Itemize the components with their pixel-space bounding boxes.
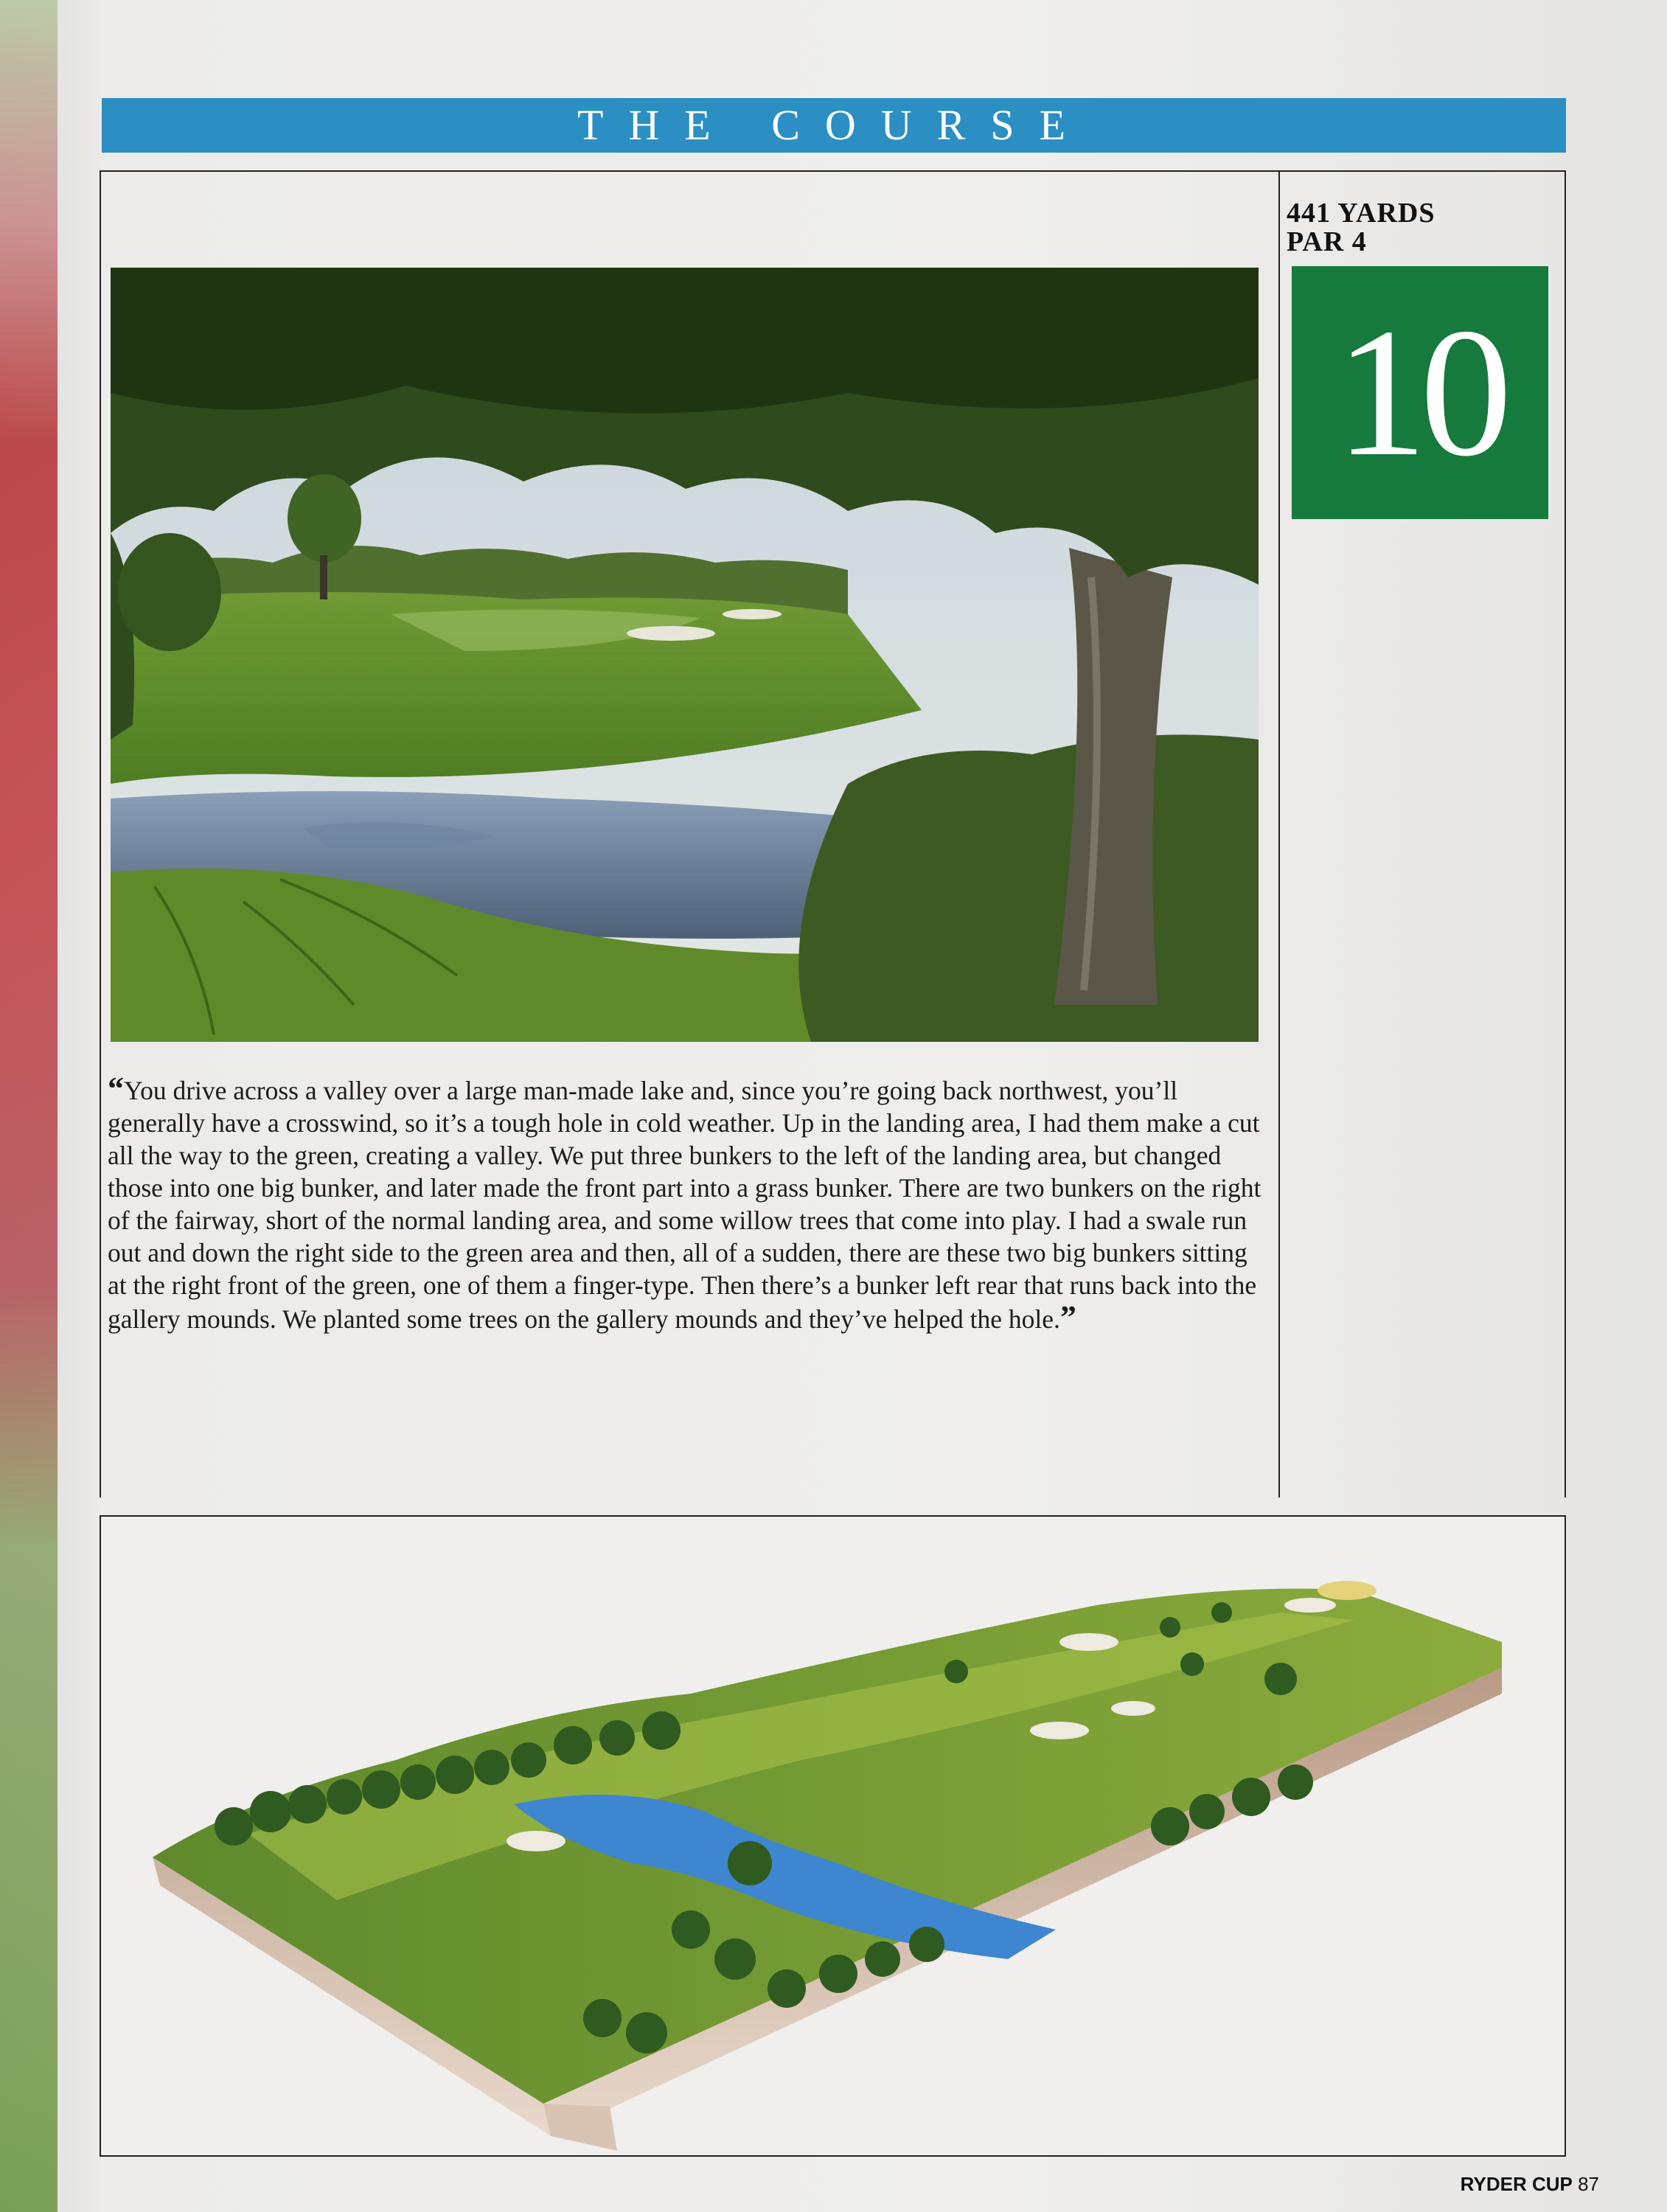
hole-photo (111, 268, 1259, 1042)
footer-page-number: 87 (1578, 2173, 1599, 2195)
quote-text: You drive across a valley over a large man-made lake and, since you’re going back northwest, you’ll generally have a crosswind, so it’s a tough hole in cold weather. Up in the landing area, I had them make a cut all the way to the green, creating a valley. We put three bunkers to the left of the landing area, but changed those into one big bunker, and later made the front part into a grass bunker. There are two bunkers on the right of the fairway, short of the normal landing area, and some willow trees that come into play. I had a swale run out and down the right side to the green area and then, all of a sudden, there are these two big bunkers sitting at the right front of the green, one of them a finger-type. Then there’s a bunker left rear that runs back into the gallery mounds. We planted some trees on the gallery mounds and they’ve helped the hole. (108, 1076, 1261, 1334)
architect-quote (108, 1073, 1269, 1335)
section-title: THE COURSE (577, 101, 1091, 149)
quote-close-mark: ” (1059, 1299, 1076, 1335)
hole-diagram-illustration (101, 1517, 1565, 2155)
quote-open-mark: “ (108, 1071, 124, 1107)
hole-number: 10 (1335, 290, 1505, 495)
footer-brand: RYDER CUP (1460, 2173, 1573, 2195)
hole-yardage: 441 YARDS (1287, 198, 1435, 229)
adjacent-page-edge (0, 0, 58, 2212)
column-divider (1278, 170, 1280, 1498)
hole-diagram (101, 1517, 1565, 2155)
section-header-bar (102, 98, 1566, 153)
hole-number-badge (1292, 266, 1548, 519)
hole-par: PAR 4 (1287, 226, 1367, 257)
page-footer (1461, 2173, 1599, 2196)
hole-photo-illustration (111, 268, 1259, 1042)
